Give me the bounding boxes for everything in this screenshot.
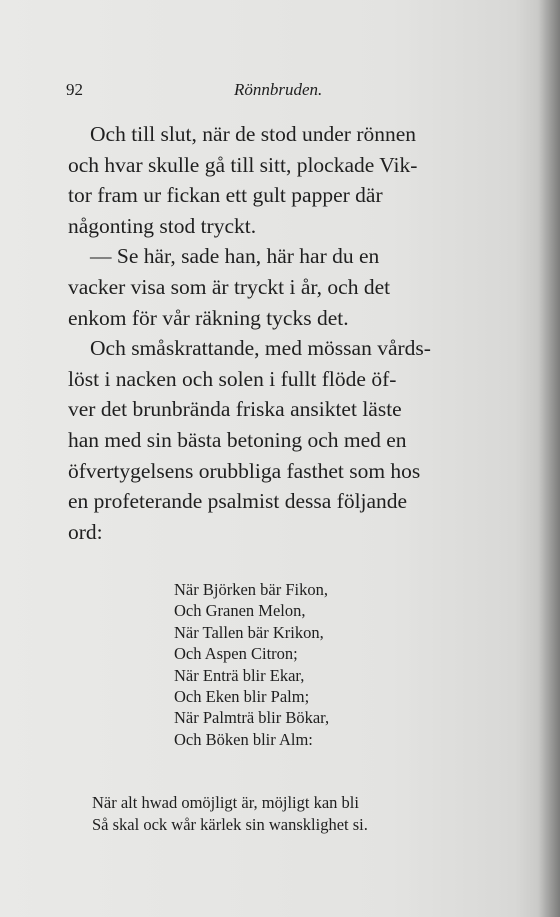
paragraph-1 [68,119,492,241]
text-line: — Se här, sade han, här har du en [90,244,380,269]
paragraph-3 [68,333,492,547]
text-line: öfvertygelsens orubbliga fasthet som hos [68,458,421,483]
page-edge-shadow [538,0,560,917]
page-number: 92 [66,80,83,99]
couplet-line: När alt hwad omöjligt är, möjligt kan bli [92,793,359,812]
verse-line: Och Böken blir Alm: [174,729,313,749]
text-line: Och småskrattande, med mössan vårds- [90,336,431,361]
running-title: Rönnbruden. [234,80,323,99]
verse-line: Och Aspen Citron; [174,644,298,664]
text-line: Och till slut, när de stod under rönnen [90,122,417,146]
verse-line: När Tallen bär Krikon, [174,622,324,642]
verse-line: När Palmträ blir Bökar, [174,708,330,728]
verse-line: Och Granen Melon, [174,601,306,621]
text-line: löst i nacken och solen i fullt flöde öf- [68,366,397,391]
running-head [66,80,496,102]
text-line: ord: [68,519,103,544]
body-text [68,119,492,547]
text-line: någonting stod tryckt. [68,213,257,238]
couplet-line: Så skal ock wår kärlek sin wansklighet si. [92,815,368,834]
text-line: en profeterande psalmist dessa följande [68,489,408,514]
verse-line: När Enträ blir Ekar, [174,665,305,685]
verse-line: När Björken bär Fikon, [174,580,328,599]
verse-block [174,579,329,750]
text-line: vacker visa som är tryckt i år, och det [68,274,391,299]
paragraph-2 [68,241,492,333]
text-line: och hvar skulle gå till sitt, plockade Vik- [68,152,418,177]
verse-line: Och Eken blir Palm; [174,687,310,707]
text-line: han med sin bästa betoning och med en [68,427,407,452]
text-line: ver det brunbrända friska ansiktet läste [68,397,402,422]
closing-couplet [92,792,368,836]
text-line: enkom för vår räkning tycks det. [68,305,349,330]
text-line: tor fram ur fickan ett gult papper där [68,183,383,208]
